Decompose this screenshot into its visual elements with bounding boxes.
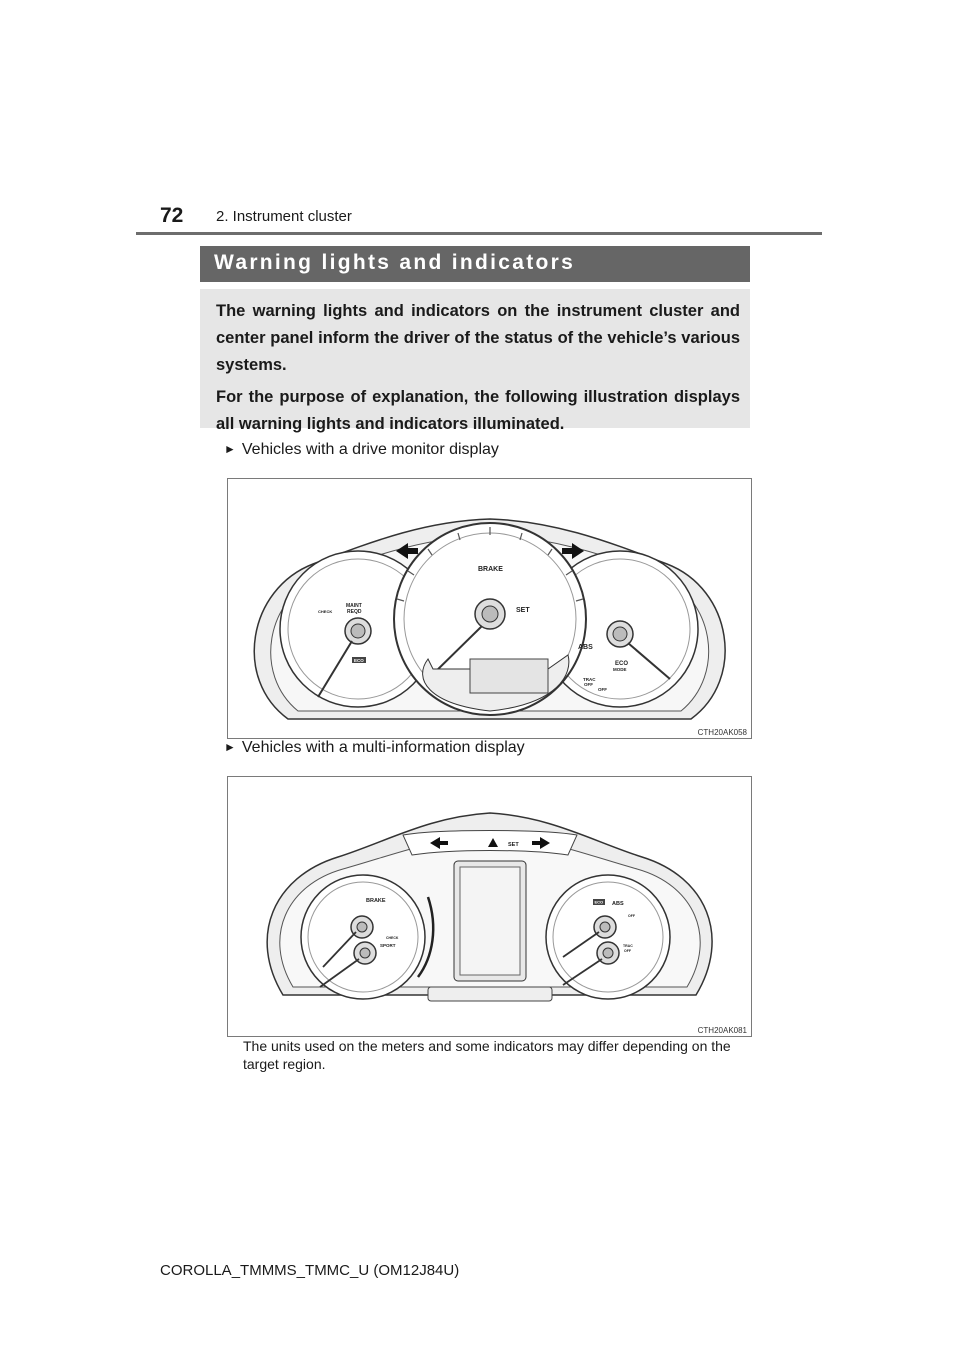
figure-code: CTH20AK081: [697, 1026, 747, 1035]
cluster-illustration-2: [228, 777, 751, 1036]
page-number: 72: [160, 204, 184, 227]
intro-box: [200, 289, 750, 433]
bullet-drive-monitor: [224, 441, 499, 459]
label-set: SET: [508, 842, 519, 848]
figure-drive-monitor-cluster: [227, 478, 752, 739]
bullet-label: Vehicles with a drive monitor display: [241, 441, 499, 458]
label-brake: BRAKE: [478, 566, 503, 573]
intro-paragraph-2: For the purpose of explanation, the following illustration displays all warning lights and indicators illuminated.: [216, 388, 740, 433]
section-title: 2. Instrument cluster: [216, 208, 352, 225]
label-vsc-off: OFF: [628, 914, 635, 918]
eco-badge-label: ECO: [594, 899, 604, 905]
label-trac-off: OFF: [584, 682, 593, 687]
label-set: SET: [516, 607, 530, 614]
label-eco: ECO: [615, 661, 629, 667]
eco-badge-label: ECO: [354, 658, 364, 663]
label-check: CHECK: [386, 936, 399, 940]
label-vsc-off: OFF: [598, 687, 607, 692]
intro-paragraph-1: The warning lights and indicators on the instrument cluster and center panel inform the driver of the status of the vehicle’s various systems.: [216, 302, 740, 374]
label-abs: ABS: [612, 901, 624, 907]
cluster-illustration-1: [228, 479, 751, 738]
figure-multi-information-cluster: [227, 776, 752, 1037]
label-trac: TRAC: [583, 677, 596, 682]
label-trac-off: OFF: [624, 949, 631, 953]
label-sport: SPORT: [380, 943, 396, 948]
footer-manual-id: COROLLA_TMMMS_TMMC_U (OM12J84U): [160, 1262, 460, 1279]
bullet-multi-information: [224, 739, 525, 757]
label-reqd: REQD: [347, 609, 362, 615]
label-trac: TRAC: [623, 944, 633, 948]
label-check: CHECK: [318, 609, 333, 614]
bullet-label: Vehicles with a multi-information display: [241, 739, 525, 756]
section-banner: [200, 246, 750, 282]
bullet-arrow-icon: ►: [224, 442, 236, 456]
header-rule: [136, 232, 822, 235]
label-mode: MODE: [613, 667, 627, 672]
banner-title: Warning lights and indicators: [214, 251, 576, 274]
figure-code: CTH20AK058: [697, 728, 747, 737]
label-abs: ABS: [578, 644, 593, 651]
units-note: The units used on the meters and some indicators may differ depending on the target region.: [243, 1038, 731, 1072]
bullet-arrow-icon: ►: [224, 740, 236, 754]
label-maint: MAINT: [346, 603, 362, 609]
label-brake: BRAKE: [366, 898, 386, 904]
